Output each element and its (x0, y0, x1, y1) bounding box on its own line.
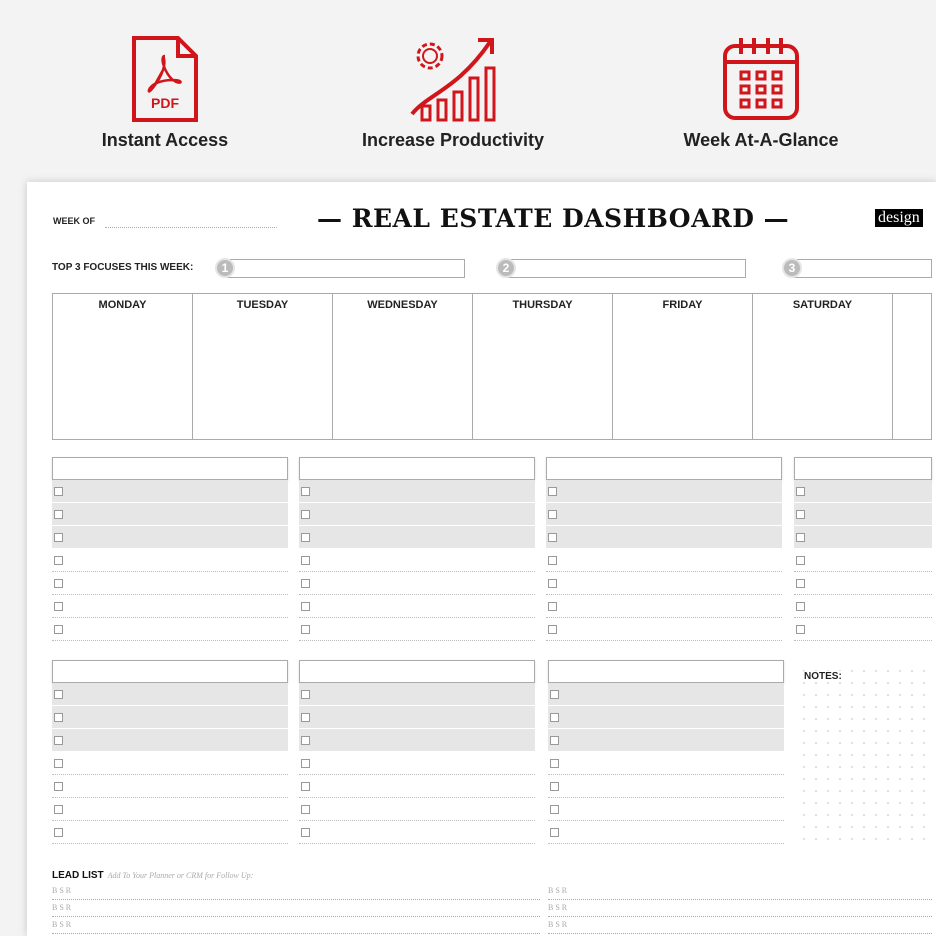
checkbox[interactable] (301, 713, 310, 722)
feature-label: Instant Access (101, 130, 229, 150)
checkbox[interactable] (796, 602, 805, 611)
feature-label: Week At-A-Glance (683, 130, 839, 150)
checkbox[interactable] (301, 533, 310, 542)
task-block-header[interactable] (299, 660, 535, 683)
task-row[interactable] (52, 480, 288, 503)
week-of-label: WEEK OF (53, 216, 95, 226)
task-row[interactable] (794, 572, 932, 595)
checkbox[interactable] (301, 602, 310, 611)
task-row[interactable] (52, 706, 288, 729)
checkbox[interactable] (550, 805, 559, 814)
checkbox[interactable] (54, 805, 63, 814)
day-column[interactable]: MONDAY (53, 294, 193, 439)
task-block-header[interactable] (548, 660, 784, 683)
checkbox[interactable] (301, 625, 310, 634)
task-row[interactable] (299, 775, 535, 798)
checkbox[interactable] (550, 690, 559, 699)
task-row[interactable] (299, 480, 535, 503)
task-row[interactable] (794, 618, 932, 641)
task-row[interactable] (52, 798, 288, 821)
day-column[interactable] (893, 294, 931, 439)
week-of-field[interactable] (105, 227, 277, 228)
task-row[interactable] (299, 595, 535, 618)
checkbox[interactable] (54, 510, 63, 519)
checkbox[interactable] (54, 782, 63, 791)
task-block (299, 457, 535, 641)
checkbox[interactable] (548, 579, 557, 588)
task-block (546, 457, 782, 641)
checkbox[interactable] (54, 579, 63, 588)
day-column[interactable]: THURSDAY (473, 294, 613, 439)
checkbox[interactable] (796, 556, 805, 565)
task-block (299, 660, 535, 844)
task-block-header[interactable] (52, 457, 288, 480)
task-row[interactable] (548, 798, 784, 821)
lead-row[interactable]: B S R (52, 883, 540, 900)
task-row[interactable] (546, 572, 782, 595)
lead-row[interactable]: B S R (52, 917, 540, 934)
lead-list-hint: Add To Your Planner or CRM for Follow Up: (107, 871, 254, 880)
task-row[interactable] (794, 480, 932, 503)
task-row[interactable] (546, 503, 782, 526)
checkbox[interactable] (796, 579, 805, 588)
task-row[interactable] (299, 549, 535, 572)
task-row[interactable] (548, 683, 784, 706)
feature-productivity (333, 34, 573, 151)
task-block-header[interactable] (794, 457, 932, 480)
lead-row[interactable]: B S R (52, 900, 540, 917)
checkbox[interactable] (796, 510, 805, 519)
task-row[interactable] (299, 752, 535, 775)
task-row[interactable] (52, 572, 288, 595)
task-row[interactable] (546, 549, 782, 572)
page-title: — REAL ESTATE DASHBOARD — (317, 204, 790, 233)
task-row[interactable] (52, 775, 288, 798)
task-row[interactable] (794, 503, 932, 526)
checkbox[interactable] (301, 828, 310, 837)
day-column[interactable]: TUESDAY (193, 294, 333, 439)
task-row[interactable] (299, 798, 535, 821)
task-row[interactable] (52, 503, 288, 526)
checkbox[interactable] (54, 602, 63, 611)
task-row[interactable] (52, 526, 288, 549)
task-row[interactable] (299, 683, 535, 706)
lead-row[interactable]: B S R (548, 883, 932, 900)
task-row[interactable] (299, 526, 535, 549)
checkbox[interactable] (54, 759, 63, 768)
calendar-icon (721, 34, 801, 124)
task-row[interactable] (548, 775, 784, 798)
number-badge: 3 (782, 258, 802, 278)
focus-field-1[interactable] (221, 259, 465, 278)
task-row[interactable] (52, 683, 288, 706)
checkbox[interactable] (548, 602, 557, 611)
task-row[interactable] (52, 549, 288, 572)
task-row[interactable] (52, 821, 288, 844)
task-row[interactable] (546, 618, 782, 641)
checkbox[interactable] (54, 690, 63, 699)
checkbox[interactable] (54, 625, 63, 634)
task-row[interactable] (794, 526, 932, 549)
task-row[interactable] (52, 618, 288, 641)
checkbox[interactable] (550, 736, 559, 745)
feature-instant-access (45, 34, 285, 151)
task-row[interactable] (299, 729, 535, 752)
number-badge: 2 (496, 258, 516, 278)
task-block (52, 457, 288, 641)
task-row[interactable] (52, 595, 288, 618)
checkbox[interactable] (548, 556, 557, 565)
notes-area[interactable] (798, 665, 932, 845)
task-row[interactable] (299, 821, 535, 844)
lead-row[interactable]: B S R (548, 917, 932, 934)
lead-list-header (52, 870, 253, 881)
task-row[interactable] (794, 549, 932, 572)
task-row[interactable] (546, 526, 782, 549)
task-row[interactable] (52, 729, 288, 752)
checkbox[interactable] (550, 713, 559, 722)
task-block-header[interactable] (52, 660, 288, 683)
checkbox[interactable] (54, 713, 63, 722)
checkbox[interactable] (54, 533, 63, 542)
checkbox[interactable] (550, 828, 559, 837)
task-row[interactable] (546, 595, 782, 618)
lead-list-label: LEAD LIST (52, 870, 104, 881)
task-row[interactable] (299, 503, 535, 526)
checkbox[interactable] (301, 805, 310, 814)
checkbox[interactable] (548, 533, 557, 542)
focus-field-3[interactable] (788, 259, 932, 278)
checkbox[interactable] (54, 556, 63, 565)
task-row[interactable] (548, 821, 784, 844)
task-block (794, 457, 932, 641)
growth-chart-icon (408, 34, 498, 124)
number-badge: 1 (215, 258, 235, 278)
checkbox[interactable] (54, 736, 63, 745)
checkbox[interactable] (301, 782, 310, 791)
task-row[interactable] (546, 480, 782, 503)
week-grid (52, 293, 932, 440)
checkbox[interactable] (54, 487, 63, 496)
checkbox[interactable] (548, 510, 557, 519)
checkbox[interactable] (301, 736, 310, 745)
checkbox[interactable] (548, 487, 557, 496)
checkbox[interactable] (796, 625, 805, 634)
task-block (52, 660, 288, 844)
task-row[interactable] (548, 752, 784, 775)
task-row[interactable] (299, 618, 535, 641)
checkbox[interactable] (301, 579, 310, 588)
svg-text:PDF: PDF (151, 95, 179, 111)
task-block-header[interactable] (546, 457, 782, 480)
focus-label: TOP 3 FOCUSES THIS WEEK: (52, 262, 194, 273)
checkbox[interactable] (301, 690, 310, 699)
checkbox[interactable] (550, 782, 559, 791)
checkbox[interactable] (301, 510, 310, 519)
checkbox[interactable] (796, 533, 805, 542)
task-row[interactable] (299, 706, 535, 729)
task-row[interactable] (548, 729, 784, 752)
checkbox[interactable] (301, 759, 310, 768)
day-column[interactable]: FRIDAY (613, 294, 753, 439)
dashboard-sheet (27, 182, 936, 936)
day-column[interactable]: WEDNESDAY (333, 294, 473, 439)
checkbox[interactable] (548, 625, 557, 634)
feature-label: Increase Productivity (361, 130, 545, 150)
task-row[interactable] (548, 706, 784, 729)
pdf-icon (130, 34, 200, 124)
task-block (548, 660, 784, 844)
notes-label: NOTES: (804, 671, 842, 682)
task-row[interactable] (299, 572, 535, 595)
task-block-header[interactable] (299, 457, 535, 480)
focus-field-2[interactable] (502, 259, 746, 278)
task-row[interactable] (794, 595, 932, 618)
checkbox[interactable] (54, 828, 63, 837)
task-row[interactable] (52, 752, 288, 775)
checkbox[interactable] (301, 556, 310, 565)
feature-week-at-a-glance (641, 34, 881, 151)
day-column[interactable]: SATURDAY (753, 294, 893, 439)
checkbox[interactable] (550, 759, 559, 768)
checkbox[interactable] (301, 487, 310, 496)
brand-logo: design (875, 209, 923, 227)
lead-row[interactable]: B S R (548, 900, 932, 917)
checkbox[interactable] (796, 487, 805, 496)
